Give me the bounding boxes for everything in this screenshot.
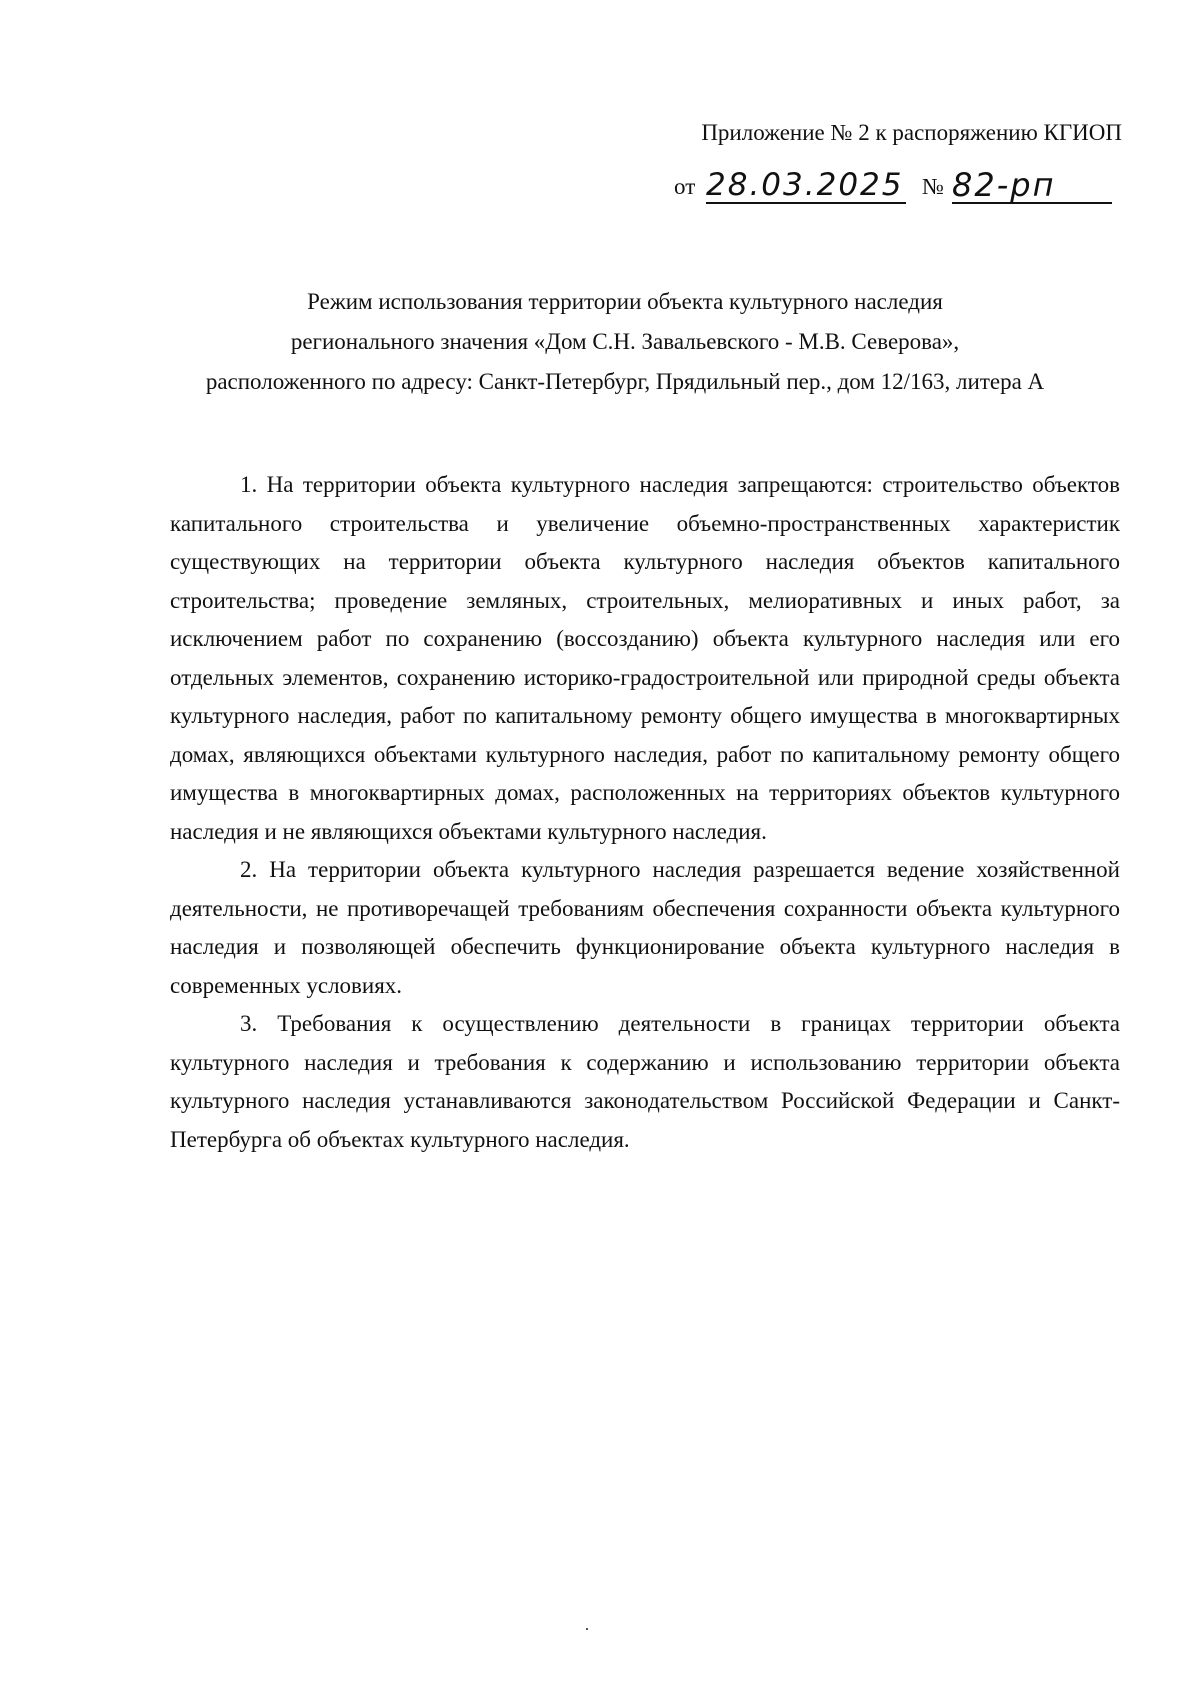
paragraph-1: 1. На территории объекта культурного наследия запрещаются: строительство объектов капитального строительства и увеличение объемно-пространственных характеристик существующих на территории объекта культурного наследия объектов капитального строительства; проведение земляных, строительных, мелиоративных и иных работ, за исключением работ по сохранению (воссозданию) объекта культурного наследия или его отдельных элементов, сохранению историко-градостроительной или природной среды объекта культурного наследия, работ по капитальному ремонту общего имущества в многоквартирных домах, являющихся объектами культурного наследия, работ по капитальному ремонту общего имущества в многоквартирных домах, расположенных на территориях объектов культурного наследия и не являющихся объектами культурного наследия. (170, 472, 1120, 844)
document-title (160, 282, 1090, 402)
title-line: регионального значения «Дом С.Н. Завальевского - М.В. Северова», (290, 329, 960, 354)
title-line: расположенного по адресу: Санкт-Петербург, Прядильный пер., дом 12/163, литера А (205, 369, 1045, 394)
handwritten-date: 28.03.2025 (706, 168, 906, 204)
number-label: № (922, 174, 944, 199)
document-body (170, 466, 1120, 1159)
appendix-reference: Приложение № 2 к распоряжению КГИОП (701, 120, 1122, 145)
order-reference (662, 162, 1122, 206)
handwritten-order-number: 82-рп (952, 168, 1112, 204)
appendix-header (662, 118, 1122, 206)
paragraph-2: 2. На территории объекта культурного наследия разрешается ведение хозяйственной деятельности, не противоречащей требованиям обеспечения сохранности объекта культурного наследия и позволяющей обеспечить функционирование объекта культурного наследия в современных условиях. (170, 857, 1120, 998)
paragraph-3: 3. Требования к осуществлению деятельности в границах территории объекта культурного наследия и требования к содержанию и использованию территории объекта культурного наследия устанавливаются законодательством Российской Федерации и Санкт-Петербурга об объектах культурного наследия. (170, 1011, 1120, 1152)
title-line: Режим использования территории объекта культурного наследия (307, 289, 943, 314)
scan-speck (586, 1628, 588, 1630)
from-label: от (674, 174, 696, 199)
